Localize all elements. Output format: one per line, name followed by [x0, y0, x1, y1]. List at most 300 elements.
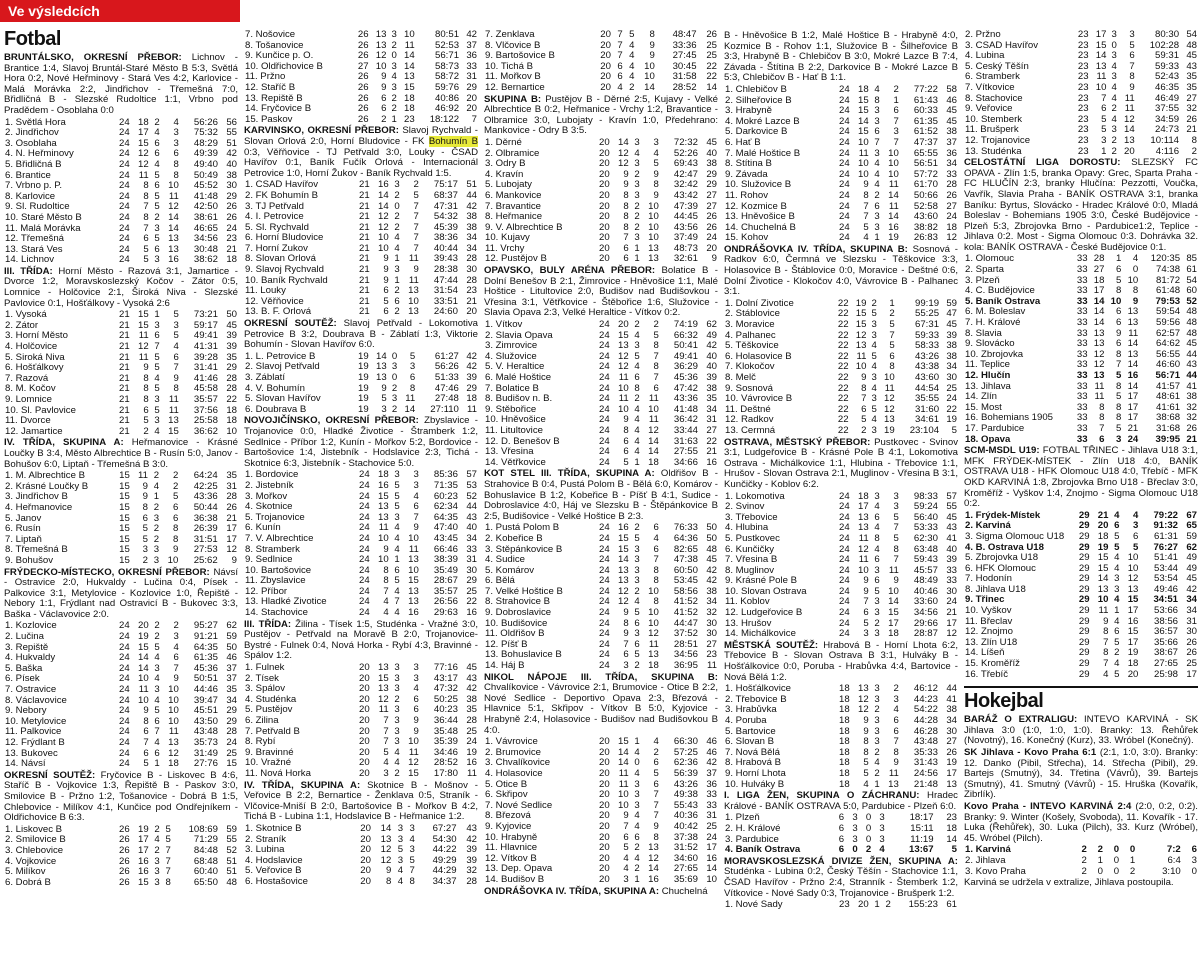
matches: 21 — [119, 362, 130, 374]
team-name: 11. Malá Morávka — [5, 223, 81, 234]
score: 34:46 — [433, 746, 458, 758]
losses: 7 — [173, 362, 179, 374]
points: 38 — [466, 693, 477, 705]
wins: 6 — [623, 649, 629, 661]
draws: 2 — [874, 189, 880, 201]
points: 45 — [1186, 50, 1197, 62]
losses: 3 — [879, 833, 885, 845]
matches: 33 — [1076, 359, 1088, 371]
matches: 23 — [1077, 60, 1089, 72]
score: 35:39 — [433, 736, 458, 748]
wins: 5 — [383, 746, 389, 758]
draws: 4 — [1114, 658, 1120, 670]
table-row — [244, 373, 478, 384]
matches: 24 — [599, 649, 610, 661]
points: 29 — [226, 715, 237, 727]
competition-name: KOT STEL III. TŘÍDA, SKUPINA A: — [484, 468, 655, 480]
team-name: 6. Horní Bludovice — [245, 233, 324, 244]
wins: 2 — [143, 425, 149, 437]
matches: 33 — [1076, 253, 1088, 265]
losses: 3 — [1129, 30, 1135, 40]
team-name: 8. Slovan Orlová — [245, 254, 316, 265]
matches: 2 — [1081, 854, 1087, 866]
wins: 12 — [380, 844, 392, 856]
draws: 4 — [871, 340, 877, 352]
matches: 24 — [599, 617, 610, 629]
matches: 24 — [119, 662, 130, 674]
losses: 16 — [168, 254, 179, 266]
wins: 15 — [618, 329, 629, 341]
matches: 15 — [119, 523, 130, 535]
score: 45:36 — [193, 662, 218, 674]
team-name: 2. Třebovice B — [725, 694, 787, 705]
matches: 24 — [119, 715, 130, 727]
draws: 7 — [154, 726, 160, 738]
losses: 8 — [653, 831, 659, 843]
score: 33:51 — [433, 295, 458, 307]
wins: 13 — [376, 372, 387, 383]
losses: 23 — [404, 113, 415, 125]
losses: 13 — [648, 242, 659, 254]
matches: 24 — [599, 607, 610, 619]
matches: 24 — [839, 158, 850, 170]
losses: 6 — [413, 501, 419, 513]
score: 35:73 — [193, 737, 218, 748]
losses: 4 — [653, 532, 659, 544]
losses: 8 — [173, 383, 179, 395]
team-name: 6. Brantice — [5, 170, 51, 181]
team-name: 10. Tichá B — [485, 61, 533, 72]
points: 40 — [946, 543, 957, 555]
score: 43:26 — [915, 350, 940, 362]
draws: 7 — [154, 341, 160, 353]
matches: 24 — [119, 201, 130, 213]
losses: 3 — [893, 490, 899, 502]
score: 63:48 — [913, 543, 938, 555]
matches: 24 — [119, 641, 130, 653]
points: 42 — [706, 340, 717, 352]
points: 17 — [1186, 668, 1197, 680]
draws: 5 — [634, 532, 640, 544]
team-name: 5. Zbrojovka U18 — [965, 553, 1039, 564]
losses: 7 — [653, 789, 659, 801]
score: 47:42 — [673, 382, 698, 394]
losses: 13 — [168, 233, 179, 245]
points: 10 — [226, 425, 237, 437]
losses: 12 — [648, 424, 659, 436]
matches: 21 — [359, 179, 370, 191]
team-name: 6. Dobrá B — [5, 877, 51, 888]
wins: 12 — [858, 543, 869, 555]
points: 35 — [226, 684, 237, 696]
points: 39 — [466, 844, 477, 856]
matches: 26 — [119, 866, 130, 878]
wins: 11 — [138, 330, 149, 342]
losses: 9 — [1132, 295, 1139, 307]
wins: 14 — [618, 136, 629, 148]
points: 29 — [466, 81, 477, 93]
team-name: 7. Bolatice B — [485, 383, 539, 394]
score: 36:29 — [673, 361, 698, 373]
matches: 24 — [359, 501, 370, 513]
team-name: 10. Budišovice — [485, 618, 548, 629]
wins: 9 — [381, 71, 387, 83]
draws: 5 — [874, 585, 880, 597]
score: 56:71 — [435, 50, 460, 62]
score: 76:33 — [673, 522, 698, 534]
points: 29 — [226, 190, 237, 202]
draws: 3 — [1111, 71, 1117, 83]
points: 61 — [946, 899, 957, 911]
wins: 5 — [143, 415, 149, 427]
points: 42 — [466, 361, 477, 373]
matches: 24 — [599, 554, 610, 566]
losses: 6 — [413, 704, 419, 716]
losses: 3 — [413, 469, 419, 481]
losses: 10 — [404, 30, 415, 40]
draws: 4 — [634, 424, 640, 436]
losses: 16 — [1127, 370, 1139, 381]
losses: 9 — [413, 725, 419, 737]
losses: 16 — [648, 873, 659, 885]
draws: 0 — [1113, 865, 1120, 877]
points: 22 — [466, 596, 477, 608]
score: 51:41 — [1154, 552, 1179, 564]
team-name: 6. HFK Olomouc — [965, 563, 1036, 574]
losses: 9 — [649, 50, 655, 62]
matches: 24 — [359, 522, 370, 534]
draws: 2 — [634, 168, 640, 180]
team-name: 3. Chlebovice — [5, 845, 64, 856]
draws: 2 — [634, 221, 640, 233]
wins: 7 — [1099, 422, 1105, 434]
draws: 2 — [634, 660, 640, 672]
wins: 11 — [858, 147, 869, 159]
losses: 8 — [409, 875, 415, 887]
team-name: 12. Radkov — [725, 415, 774, 426]
wins: 12 — [378, 211, 389, 223]
draws: 3 — [634, 628, 640, 640]
draws: 2 — [154, 116, 160, 128]
table-row — [4, 503, 238, 514]
draws: 2 — [153, 501, 160, 513]
results-text: Pustějov B - Děrné 2:5, Kujavy - Velké Albrechtice B 0:2, Heřmanice - Vrchy 1:2, Bravantice - Olbramice 3:0, Lubojaty - Kravín 1:0, Předehrano: Mankovice - Odry B 3:5. — [484, 93, 718, 137]
losses: 15 — [1127, 626, 1139, 638]
score: 44:45 — [673, 211, 698, 223]
wins: 18 — [858, 490, 869, 502]
points: 28 — [466, 274, 477, 286]
matches: 23 — [1077, 124, 1089, 136]
team-name: 13. Stará Ves — [5, 244, 63, 255]
losses: 11 — [884, 382, 895, 394]
losses: 6 — [653, 543, 659, 555]
table-row — [724, 900, 958, 911]
matches: 24 — [599, 456, 610, 468]
team-name: 2. Slavoj Petřvald — [245, 362, 320, 373]
draws: 2 — [874, 704, 880, 716]
losses: 5 — [893, 511, 899, 523]
team-name: 10. Slovan Ostrava — [725, 586, 807, 597]
score: 31:54 — [433, 285, 458, 297]
score: 43:56 — [673, 221, 698, 233]
matches: 24 — [839, 105, 850, 117]
team-name: 3. Lubina — [245, 845, 285, 856]
points: 18 — [946, 221, 957, 233]
standings-table — [4, 825, 238, 889]
points: 18 — [226, 404, 237, 416]
wins: 15 — [618, 543, 629, 555]
losses: 12 — [408, 757, 419, 769]
wins: 8 — [623, 424, 629, 436]
score: 23:104 — [909, 424, 940, 436]
team-name: 7. Nová Bělá — [725, 747, 780, 758]
wins: 9 — [1103, 615, 1109, 627]
losses: 14 — [888, 189, 899, 201]
losses: 5 — [889, 340, 895, 352]
wins: 14 — [378, 189, 389, 201]
points: 2 — [1191, 145, 1197, 157]
losses: 5 — [172, 491, 179, 503]
draws: 4 — [394, 242, 400, 254]
points: 23 — [946, 812, 957, 824]
wins: 12 — [618, 585, 629, 597]
matches: 24 — [119, 222, 130, 234]
score: 34:60 — [673, 852, 698, 864]
points: 20 — [466, 103, 477, 115]
wins: 10 — [378, 242, 389, 254]
draws: 3 — [874, 693, 880, 705]
points: 41 — [946, 693, 957, 705]
draws: 6 — [874, 554, 880, 566]
score: 74:19 — [673, 319, 698, 331]
losses: 7 — [413, 211, 419, 223]
table-row — [484, 254, 718, 265]
wins: 4 — [623, 863, 629, 875]
draws: 2 — [634, 319, 640, 331]
score: 56:39 — [673, 767, 698, 779]
score: 43:38 — [915, 361, 940, 373]
score: 43:50 — [193, 715, 218, 727]
competition-name: Kovo Praha - INTEVO KARVINÁ 2:4 — [964, 800, 1132, 812]
losses: 9 — [413, 522, 419, 534]
points: 40 — [466, 522, 477, 534]
draws: 3 — [874, 490, 880, 502]
points: 24 — [946, 211, 957, 223]
points: 21 — [946, 607, 957, 619]
results-text: Studénka - Lubina 0:2, Český Těšín - Stachovice 1:1, ČSAD Havířov - Pržno 2:4, Stranník - Štemberk 1:2, Vítkovice - Nové Sady 0:3, Trojanovice - Brušperk 1:2. — [724, 866, 958, 899]
losses: 3 — [1133, 520, 1139, 532]
score: 49:39 — [193, 148, 218, 160]
team-name: 3. Mořkov — [245, 491, 288, 502]
score: 60:33 — [913, 105, 938, 117]
table-row — [4, 395, 238, 406]
losses: 0 — [1132, 264, 1139, 276]
competition-name: OPAVSKO, BULY ARÉNA PŘEBOR: — [484, 265, 656, 277]
score: 50:44 — [193, 501, 218, 513]
results-text: Lichnov - Brantice 1:4, Slavoj Bruntál-Staré Město B 5:3, Světlá Hora 0:2, Nové Heřminovy - Stará Ves 4:2, Karlovice - Malá Morávka 2:2, Jindřichov - Třemešná 7:0, Břidličná B - Slezské Rudoltice 1:1, Vrbno pod Pradědem - Osoblaha 0:0 — [4, 52, 238, 116]
losses: 10 — [648, 200, 659, 212]
draws: 3 — [634, 189, 640, 201]
losses: 7 — [653, 799, 659, 811]
score: 39:43 — [433, 253, 458, 265]
score: 49:29 — [432, 854, 457, 866]
points: 39 — [466, 372, 477, 383]
losses: 9 — [653, 820, 659, 832]
wins: 9 — [623, 628, 629, 640]
score: 38:62 — [193, 254, 218, 266]
wins: 12 — [855, 329, 867, 341]
wins: 7 — [863, 200, 869, 212]
matches: 20 — [599, 200, 610, 212]
team-name: 3. Odry B — [485, 159, 526, 170]
wins: 11 — [1094, 380, 1105, 392]
losses: 15 — [1127, 594, 1139, 606]
matches: 19 — [358, 393, 369, 405]
matches: 29 — [1078, 626, 1090, 638]
draws: 3 — [874, 683, 880, 695]
team-name: 4. Lubina — [965, 51, 1005, 62]
team-name: 3. Záblatí — [245, 373, 285, 383]
draws: 6 — [634, 617, 640, 629]
team-name: 1. Bordovice — [245, 470, 299, 481]
losses: 7 — [893, 522, 899, 534]
losses: 9 — [413, 715, 419, 726]
points: 49 — [706, 329, 717, 341]
matches: 20 — [600, 81, 611, 93]
losses: 5 — [409, 350, 416, 362]
draws: 3 — [153, 512, 160, 524]
draws: 4 — [391, 71, 397, 83]
team-name: 4. N. Heřminovy — [5, 149, 74, 160]
team-name: 9. Bohušov — [5, 555, 54, 566]
score: 62:57 — [1156, 327, 1181, 339]
draws: 3 — [1111, 124, 1117, 136]
draws: 2 — [391, 403, 398, 415]
standings-table — [724, 299, 958, 437]
score: 46:92 — [435, 103, 460, 115]
draws: 4 — [1111, 92, 1117, 104]
losses: 5 — [893, 532, 899, 544]
table-row — [4, 255, 238, 266]
matches: 29 — [1078, 636, 1090, 648]
team-name: 13. B. F. Orlová — [245, 307, 312, 318]
draws: 5 — [1114, 636, 1120, 648]
score: 34:51 — [1153, 594, 1179, 606]
losses: 11 — [648, 414, 659, 426]
section-banner: Ve výsledcích — [0, 0, 240, 22]
score: 53:33 — [913, 522, 938, 534]
losses: 12 — [168, 747, 179, 759]
wins: 14 — [1093, 317, 1105, 329]
losses: 17 — [888, 617, 899, 629]
team-name: 5. Pustkovec — [725, 533, 780, 544]
score: 58:33 — [915, 340, 940, 352]
points: 57 — [946, 490, 957, 502]
draws: 4 — [874, 83, 880, 95]
matches: 20 — [360, 833, 371, 845]
draws: 3 — [874, 211, 880, 223]
competition-results — [244, 416, 478, 469]
losses: 2 — [653, 746, 659, 758]
points: 50 — [226, 641, 237, 653]
wins: 6 — [381, 92, 387, 104]
competition-name: FRÝDECKO-MÍSTECKO, OKRESNÍ PŘEBOR: — [4, 566, 210, 578]
points: 5 — [951, 844, 957, 856]
wins: 18 — [1093, 274, 1105, 286]
losses: 14 — [1127, 359, 1139, 371]
results-text: Chuchelná — [661, 885, 708, 897]
wins: 8 — [143, 190, 149, 202]
score: 41:61 — [1156, 401, 1181, 413]
wins: 5 — [143, 243, 149, 255]
matches: 24 — [839, 532, 850, 544]
score: 45:36 — [673, 372, 698, 383]
draws: 3 — [154, 855, 160, 867]
competition-results — [964, 446, 1198, 510]
matches: 24 — [359, 479, 370, 491]
score: 43:36 — [193, 491, 218, 503]
points: 26 — [946, 746, 957, 758]
points: 38 — [466, 211, 477, 223]
score: 45:58 — [193, 383, 218, 395]
wins: 11 — [378, 704, 389, 716]
score: 76:27 — [1153, 541, 1179, 553]
draws: 6 — [874, 575, 880, 587]
wins: 0 — [1097, 865, 1103, 877]
team-name: 12. Trojanovice — [965, 135, 1031, 146]
matches: 29 — [1078, 605, 1090, 617]
score: 68:37 — [433, 189, 458, 201]
losses: 10 — [648, 617, 659, 629]
losses: 10 — [168, 180, 179, 192]
points: 30 — [466, 564, 477, 576]
table-row — [4, 160, 238, 171]
losses: 17 — [1127, 412, 1139, 424]
standings-table — [244, 180, 478, 318]
score: 80:30 — [1155, 30, 1180, 40]
draws: 3 — [394, 704, 400, 716]
score: 58:73 — [435, 60, 460, 72]
score: 59:33 — [1155, 60, 1180, 72]
losses: 4 — [173, 341, 179, 353]
losses: 7 — [653, 810, 659, 822]
score: 73:21 — [193, 309, 218, 321]
losses: 13 — [648, 253, 659, 265]
team-name: 2. FK Bohumín B — [245, 190, 319, 201]
draws: 2 — [1111, 103, 1117, 115]
score: 58:56 — [673, 585, 698, 597]
competition-name: NOVOJIČÍNSKO, OKRESNÍ PŘEBOR: — [244, 415, 419, 427]
matches: 19 — [358, 372, 369, 383]
team-name: 4. Vojkovice — [5, 856, 57, 867]
score: 75:32 — [193, 127, 218, 139]
score: 60:50 — [673, 564, 698, 576]
losses: 14 — [404, 403, 416, 415]
matches: 23 — [1077, 81, 1089, 93]
score: 37:56 — [193, 404, 218, 416]
points: 38 — [706, 585, 717, 597]
losses: 11 — [405, 393, 416, 405]
draws: 4 — [634, 810, 640, 822]
team-name: 1. Karviná — [965, 845, 1011, 856]
losses: 8 — [172, 533, 179, 545]
losses: 4 — [1133, 509, 1139, 521]
wins: 5 — [142, 533, 148, 545]
matches: 22 — [837, 361, 849, 373]
losses: 3 — [173, 137, 179, 149]
wins: 15 — [618, 532, 629, 544]
team-name: 11. Teplice — [965, 360, 1010, 371]
